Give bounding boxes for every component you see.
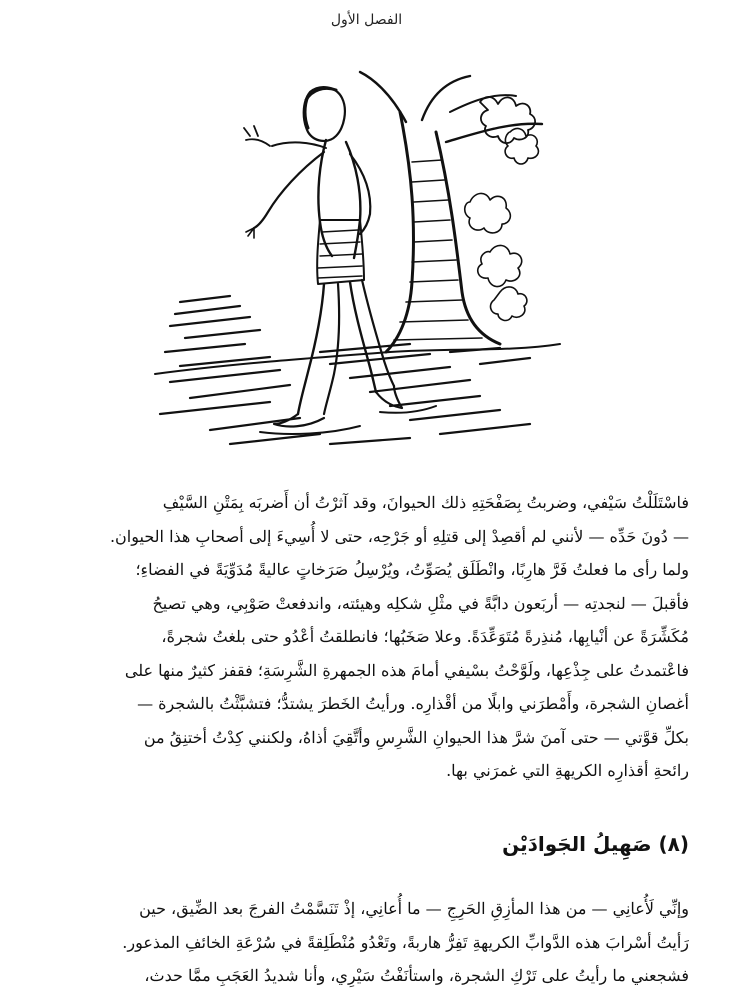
text-line: رائحةِ أقذارِه الكريهةِ التي غمرَني بها. xyxy=(446,761,689,780)
text-line: ولما رأى ما فعلتُ فَرَّ هارِبًا، وانْطَلَق يُصَوِّتُ، ويُرْسِلُ صَرَخاتٍ عاليةً مُدَوِّيَةً في الفضاءِ؛ xyxy=(135,560,689,579)
text-line: أغصانِ الشجرة، وأَمْطرَني وابلًا من أقْذارِه. ورأيتُ الخَطرَ يشتدُّ؛ فتشبَّثْتُ بالشجرة — xyxy=(137,694,689,713)
text-line: فاعْتمدتُ على جِذْعِها، ولَوَّحْتُ بسْيفي أمامَ هذه الجمهرةِ الشَّرِسَةِ؛ فقفز كثيرٌ منها على xyxy=(124,660,689,680)
illustration-man-and-tree-icon xyxy=(150,52,570,452)
text-line: فشجعني ما رأيتُ على تَرْكِ الشجرة، واستأنَفْتُ سَيْرِي، وأنا شديدُ العَجَبِ ممَّا حدث، xyxy=(144,966,689,985)
chapter-running-head: الفصل الأول xyxy=(330,12,403,28)
paragraph-2 xyxy=(44,892,689,993)
paragraph-1 xyxy=(44,486,689,788)
text-line: — دُونَ حَدِّه — لأنني لم أقصِدْ إلى قتلِهِ أو جَرْحِه، حتى لا أُسِيءَ إلى أصحابِ هذا الحيوان. xyxy=(109,526,689,546)
section-heading: (٨) صَهِيلُ الجَوادَيْن xyxy=(502,832,689,856)
text-line: وإنِّي لَأُعانِي — من هذا المأزِقِ الحَرِجِ — ما أُعانِي، إذْ تَنَسَّمْتُ الفرجَ بعد الضِّيق، حين xyxy=(139,899,689,918)
text-line: رَأيتُ أسْرابَ هذه الدَّوابِّ الكريهةِ تَفِرُّ هاربةً، وتَعْدُو مُنْطَلِقةً في سُرْعَةِ الخائفِ المذعور. xyxy=(122,932,689,952)
text-line: فأقبلَ — لنجدتِه — أربَعون دابَّةً في مثْلِ شكلِه وهيئته، واندفعتْ صَوْبِي، وهي تصيحُ xyxy=(152,593,689,613)
text-line: فاسْتَلَلْتُ سَيْفي، وضربتُ بِصَفْحَتِهِ ذلك الحيوانَ، وقد آثرْتُ أن أَضربَه بِمَتْنِ السَّيْفِ xyxy=(162,493,689,512)
text-line: مُكَشِّرَةً عن أنْيابِها، مُنذِرةً مُتَوَعِّدَةً. وعلا صَخَبُها؛ فانطلقتُ أعْدُو حتى بلغتُ شجرةً، xyxy=(161,627,689,646)
text-line: بكلِّ قوَّتي — حتى آمنَ شرَّ هذا الحيوانِ الشَّرِسِ وأتَّقِيَ أذاهُ، ولكنني كِدْتُ أختنِقُ من xyxy=(143,727,689,747)
